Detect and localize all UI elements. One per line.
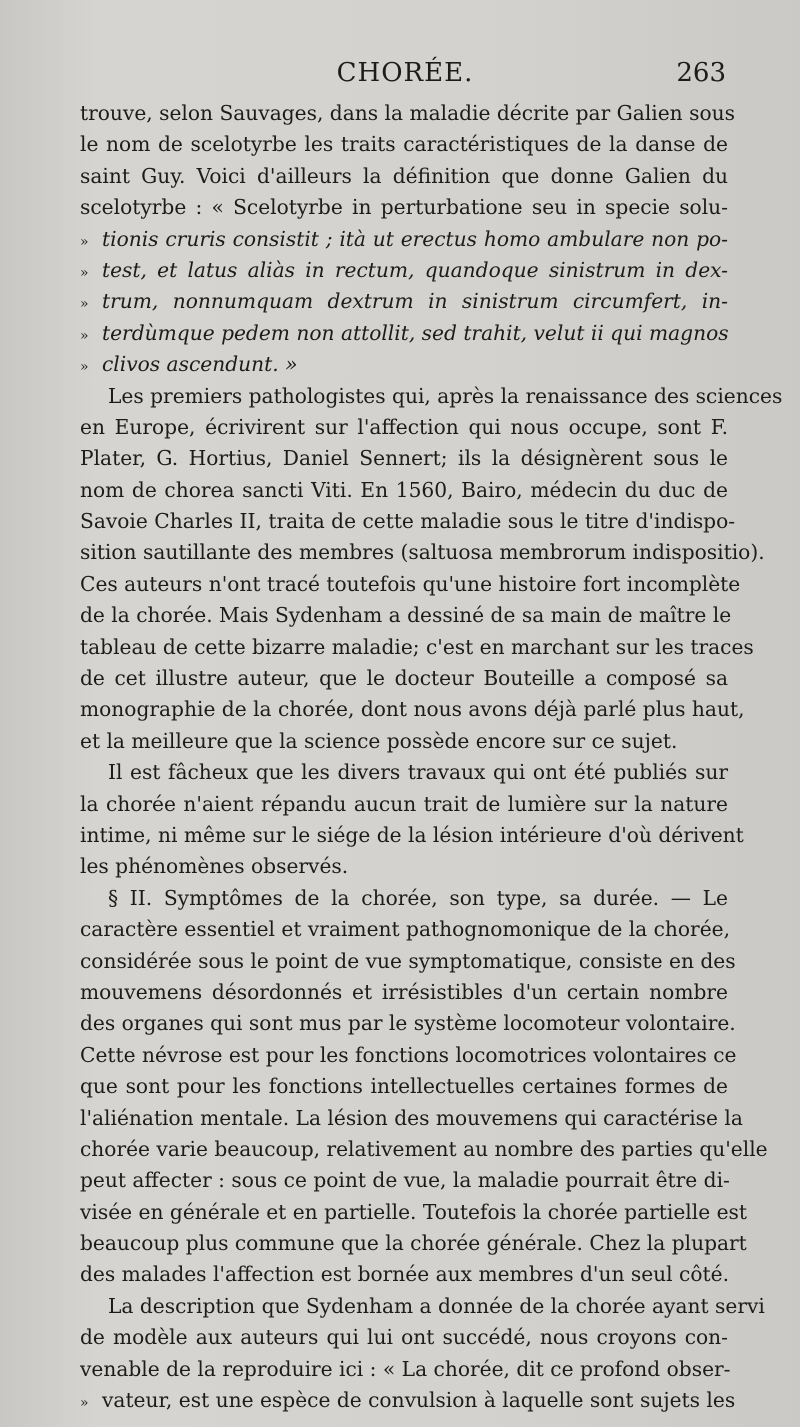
text-line: saint Guy. Voici d'ailleurs la définition que donne Galien du xyxy=(80,163,728,188)
text-line: que sont pour les fonctions intellectuelles certaines formes de xyxy=(80,1074,728,1099)
text-line: intime, ni même sur le siége de la lésion intérieure d'où dérivent xyxy=(80,822,744,847)
quote-line xyxy=(80,349,728,380)
text-line: mouvemens désordonnés et irrésistibles d'un certain nombre xyxy=(80,979,728,1004)
quote-marker: » xyxy=(80,1395,89,1412)
quote-marker: » xyxy=(80,264,89,281)
text-line: visée en générale et en partielle. Toutefois la chorée partielle est xyxy=(80,1199,748,1224)
quote-line xyxy=(80,318,728,349)
text-line: l'aliénation mentale. La lésion des mouvemens qui caractérise la xyxy=(80,1105,743,1130)
text-line: Cette névrose est pour les fonctions locomotrices volontaires ce xyxy=(80,1042,737,1067)
text-line: Ces auteurs n'ont tracé toutefois qu'une histoire fort incomplète xyxy=(80,571,741,596)
quote-text: vateur, est une espèce de convulsion à laquelle sont sujets les xyxy=(102,1388,736,1413)
text-line: considérée sous le point de vue symptomatique, consiste en des xyxy=(80,948,736,973)
text-line: peut affecter : sous ce point de vue, la maladie pourrait être di- xyxy=(80,1168,730,1193)
page-header xyxy=(80,58,730,98)
text-line: monographie de la chorée, dont nous avons déjà parlé plus haut, xyxy=(80,697,745,722)
text-line: scelotyrbe : « Scelotyrbe in perturbatione seu in specie solu- xyxy=(80,195,728,220)
quote-marker: » xyxy=(80,233,89,250)
quote-text: trum, nonnumquam dextrum in sinistrum circumfert, in- xyxy=(102,289,728,314)
section-heading-line: § II. Symptômes de la chorée, son type, sa durée. — Le xyxy=(108,885,728,910)
text-line: Les premiers pathologistes qui, après la renaissance des sciences xyxy=(108,383,783,408)
quote-text: tionis cruris consistit ; ità ut erectus homo ambulare non po- xyxy=(102,226,728,251)
text-line: de cet illustre auteur, que le docteur Bouteille a composé sa xyxy=(80,666,728,691)
text-line: Savoie Charles II, traita de cette maladie sous le titre d'indispo- xyxy=(80,509,736,534)
text-line: caractère essentiel et vraiment pathognomonique de la chorée, xyxy=(80,917,731,942)
text-line: en Europe, écrivirent sur l'affection qui nous occupe, sont F. xyxy=(80,414,728,439)
quote-text: clivos ascendunt. » xyxy=(102,352,298,377)
quote-line xyxy=(80,1385,736,1416)
quote-line xyxy=(80,255,728,286)
text-line: la chorée n'aient répandu aucun trait de lumière sur la nature xyxy=(80,791,728,816)
quote-text: terdùmque pedem non attollit, sed trahit, velut ii qui magnos xyxy=(102,320,729,345)
text-line: de modèle aux auteurs qui lui ont succédé, nous croyons con- xyxy=(80,1325,728,1350)
quote-marker: » xyxy=(80,296,89,313)
text-line: venable de la reproduire ici : « La chorée, dit ce profond obser- xyxy=(80,1356,731,1381)
text-line: beaucoup plus commune que la chorée générale. Chez la plupart xyxy=(80,1231,747,1256)
text-line: nom de chorea sancti Viti. En 1560, Bairo, médecin du duc de xyxy=(80,477,728,502)
body-text xyxy=(80,98,783,1416)
text-line: sition sautillante des membres (saltuosa membrorum indispositio). xyxy=(80,540,765,565)
text-line: trouve, selon Sauvages, dans la maladie décrite par Galien sous xyxy=(80,101,735,125)
text-line: La description que Sydenham a donnée de la chorée ayant servi xyxy=(108,1293,765,1318)
quote-text: test, et latus aliàs in rectum, quandoque sinistrum in dex- xyxy=(102,257,728,282)
quote-marker: » xyxy=(80,327,89,344)
text-line: des malades l'affection est bornée aux membres d'un seul côté. xyxy=(80,1262,729,1287)
text-line: Plater, G. Hortius, Daniel Sennert; ils la désignèrent sous le xyxy=(80,446,728,471)
text-line: de la chorée. Mais Sydenham a dessiné de sa main de maître le xyxy=(80,603,732,628)
text-line: le nom de scelotyrbe les traits caractéristiques de la danse de xyxy=(80,132,728,157)
quote-line xyxy=(80,224,728,255)
running-title: CHORÉE. xyxy=(336,58,474,88)
text-line: tableau de cette bizarre maladie; c'est en marchant sur les traces xyxy=(80,634,754,659)
page-number: 263 xyxy=(676,58,726,88)
text-line: et la meilleure que la science possède encore sur ce sujet. xyxy=(80,728,678,753)
text-line: les phénomènes observés. xyxy=(80,854,349,879)
text-line: Il est fâcheux que les divers travaux qui ont été publiés sur xyxy=(108,760,728,785)
text-line: des organes qui sont mus par le système locomoteur volontaire. xyxy=(80,1011,736,1036)
text-line: chorée varie beaucoup, relativement au nombre des parties qu'elle xyxy=(80,1136,768,1161)
quote-marker: » xyxy=(80,359,89,376)
quote-line xyxy=(80,286,728,317)
